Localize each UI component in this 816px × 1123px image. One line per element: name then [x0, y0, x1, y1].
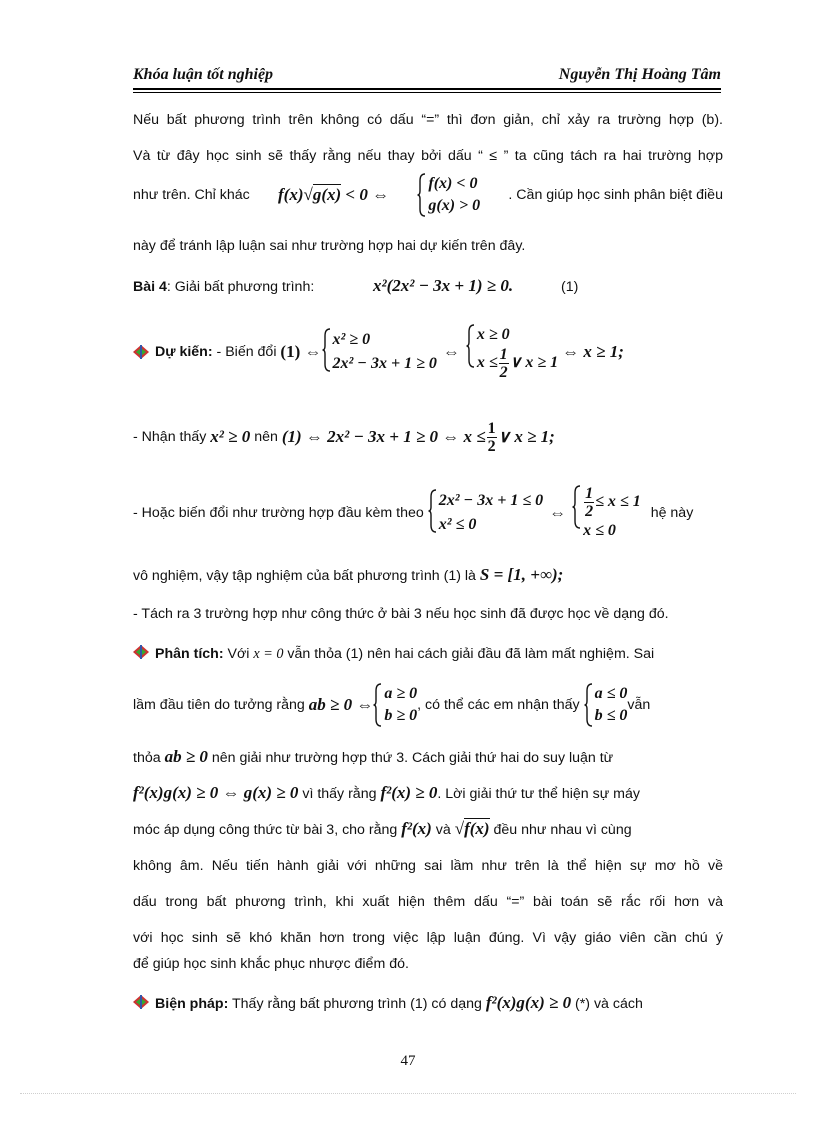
- text-line: này để tránh lập luận sai như trường hợp hai dự kiến trên đây.: [133, 238, 526, 254]
- page-bottom-divider: [20, 1093, 796, 1094]
- brace-icon: [466, 324, 475, 368]
- text-line: móc áp dụng công thức từ bài 3, cho rằng f²(x) và √f(x) đều như nhau vì cùng: [133, 819, 632, 838]
- text-line: f²(x)g(x) ≥ 0 ⇔ g(x) ≥ 0 vì thấy rằng f²(x) ≥ 0. Lời giải thứ tư thể hiện sự máy: [133, 783, 640, 802]
- bullet-icon: [133, 995, 149, 1009]
- text-line: dấu trong bất phương trình, khi xuất hiện thêm dấu “=” bài toán sẽ rắc rối hơn và: [133, 894, 723, 910]
- text-line: - Tách ra 3 trường hợp như công thức ở bài 3 nếu học sinh đã được học về dạng đó.: [133, 606, 669, 622]
- brace-icon: [572, 485, 581, 529]
- equation-system: a ≥ 0 b ≥ 0: [373, 683, 417, 727]
- header-rule-thin: [133, 92, 721, 93]
- fraction: $\frac{1}{2}$: [499, 345, 508, 381]
- text-line: thỏa ab ≥ 0 nên giải như trường hợp thứ 3. Cách giải thứ hai do suy luận từ: [133, 747, 614, 766]
- formula-line: [133, 172, 723, 218]
- phantich-line: Phân tích: Với x = 0 vẫn thỏa (1) nên hai cách giải đầu đã làm mất nghiệm. Sai: [133, 644, 723, 664]
- fraction: $\frac{1}{2}$: [585, 484, 594, 520]
- equation-system: x ≥ 0 x ≤ $\frac{1}{2}$ ∨ x ≥ 1: [466, 324, 558, 381]
- fraction: $\frac{1}{2}$: [487, 419, 496, 455]
- brace-icon: [373, 683, 382, 727]
- header-rule: [133, 88, 721, 90]
- hoac-line: - Hoặc biến đổi như trường hợp đầu kèm theo 2x² − 3x + 1 ≤ 0 x² ≤ 0 ⇔ $\frac{1}{2}$ ≤ x ≤ 1 x ≤ 0 hệ này: [133, 477, 723, 549]
- equation-system: x² ≥ 0 2x² − 3x + 1 ≥ 0: [322, 328, 437, 376]
- equation-system: $\frac{1}{2}$ ≤ x ≤ 1 x ≤ 0: [572, 485, 641, 542]
- equation-system: 2x² − 3x + 1 ≤ 0 x² ≤ 0: [428, 489, 543, 537]
- text-line: với học sinh sẽ khó khăn hơn trong việc lập luận đúng. Vì vậy giáo viên cần chú ý: [133, 930, 723, 946]
- exercise-line: Bài 4: Giải bất phương trình: x²(2x² − 3x + 1) ≥ 0. (1): [133, 276, 579, 295]
- bullet-icon: [133, 645, 149, 659]
- equation-system: f(x) < 0 g(x) > 0: [417, 173, 480, 217]
- header-title: Khóa luận tốt nghiệp: [133, 66, 274, 83]
- text-segment: như trên. Chỉ khác: [133, 187, 250, 203]
- text-line: vô nghiệm, vậy tập nghiệm của bất phương trình (1) là S = [1, +∞);: [133, 565, 564, 584]
- brace-icon: [428, 489, 437, 533]
- text-line: để giúp học sinh khắc phục nhược điểm đó.: [133, 956, 409, 972]
- brace-icon: [417, 173, 426, 217]
- header-author: Nguyễn Thị Hoàng Tâm: [558, 66, 721, 83]
- page-number: 47: [400, 1053, 416, 1069]
- equation-system: a ≤ 0 b ≤ 0: [584, 683, 628, 727]
- bullet-icon: [133, 345, 149, 359]
- nhanthay-line: - Nhận thấy x² ≥ 0 nên (1) ⇔ 2x² − 3x + 1 ≥ 0 ⇔ x ≤ $\frac{1}{2}$ ∨ x ≥ 1;: [133, 419, 555, 455]
- text-line: Nếu bất phương trình trên không có dấu “=” thì đơn giản, chỉ xảy ra trường hợp (b).: [133, 112, 723, 128]
- text-line: Và từ đây học sinh sẽ thấy rằng nếu thay bởi dấu “ ≤ ” ta cũng tách ra hai trường hợp: [133, 148, 723, 164]
- text-line: không âm. Nếu tiến hành giải với những sai lầm như trên là thể hiện sự mơ hồ về: [133, 858, 723, 874]
- running-header: [133, 62, 721, 88]
- formula-lhs: f(x)√g(x) < 0 ⇔: [278, 185, 390, 204]
- text-segment: . Cần giúp học sinh phân biệt điều: [508, 187, 723, 203]
- brace-icon: [584, 683, 593, 727]
- dukien-line: Dự kiến: - Biến đổi (1) ⇔ x² ≥ 0 2x² − 3x + 1 ≥ 0 ⇔ x ≥ 0 x ≤ $\frac{1}{2}$ ∨ x ≥ 1 ⇔ x ≥ 1;: [133, 316, 723, 388]
- samlam-line: lầm đầu tiên do tưởng rằng ab ≥ 0 ⇔ a ≥ 0 b ≥ 0 , có thể các em nhận thấy a ≤ 0 b ≤ 0 vẫn: [133, 680, 723, 730]
- bienphap-line: Biện pháp: Thấy rằng bất phương trình (1) có dạng f²(x)g(x) ≥ 0 (*) và cách: [133, 993, 723, 1014]
- exercise-expression: x²(2x² − 3x + 1) ≥ 0.: [373, 276, 514, 295]
- exercise-label: Bài 4: [133, 279, 167, 295]
- brace-icon: [322, 328, 331, 372]
- equation-number: (1): [561, 279, 579, 295]
